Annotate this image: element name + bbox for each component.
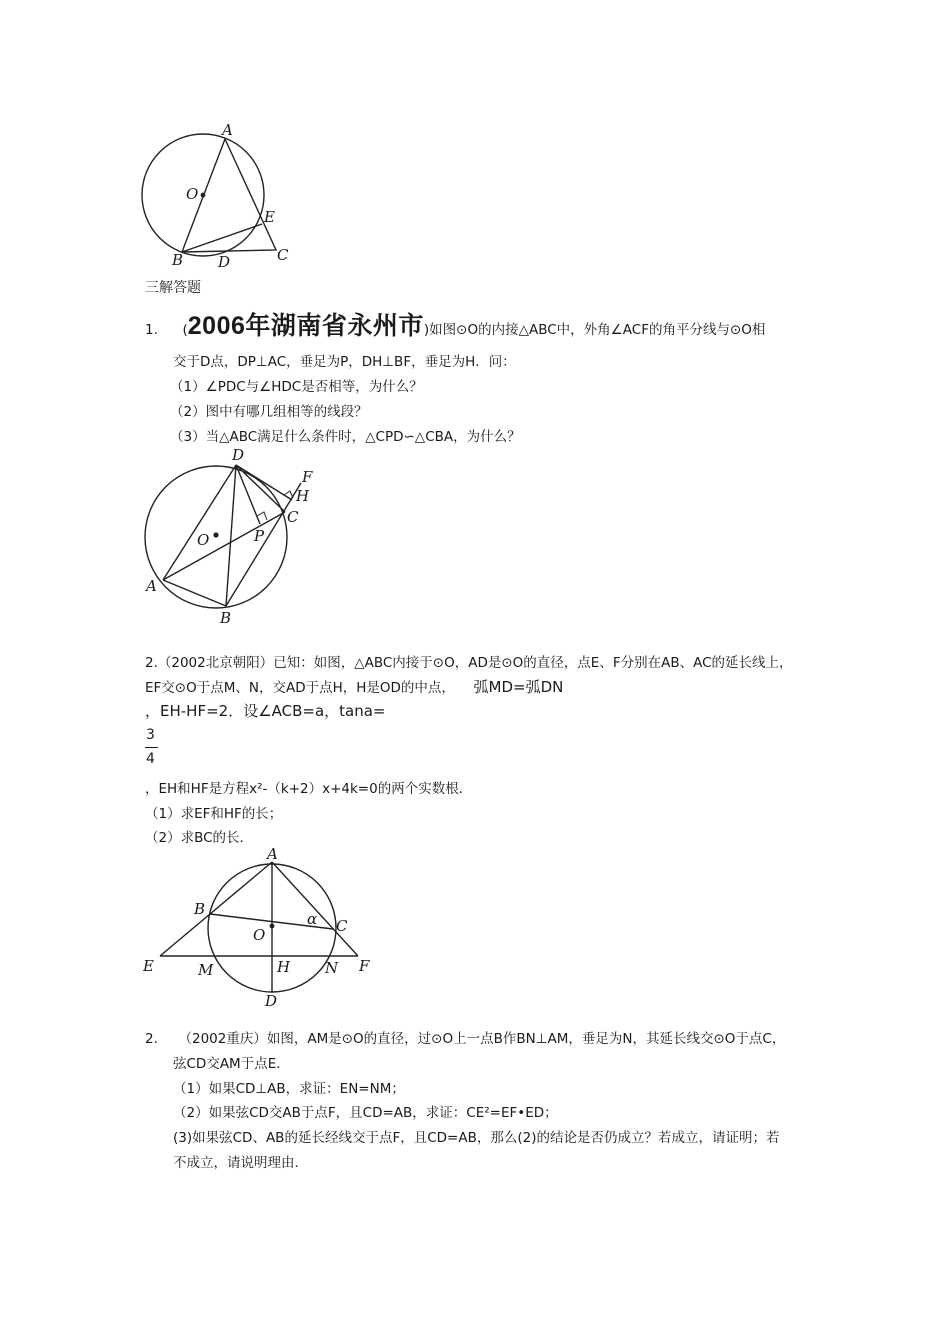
figure-q2-circle (140, 842, 380, 1012)
q2-frac-den: 4 (146, 751, 155, 767)
q2-part-2: （2）求BC的长． (145, 830, 254, 846)
segment-bd (226, 465, 236, 606)
figure-q1-circle (140, 442, 325, 632)
q1-part-3: （3）当△ABC满足什么条件时，△CPD∽△CBA，为什么？ (170, 429, 521, 445)
q2-part-1: （1）求EF和HF的长； (145, 806, 283, 822)
center-dot (270, 924, 275, 929)
q3-part-3-cont: 不成立，请说明理由． (173, 1155, 308, 1171)
label-a: A (267, 845, 278, 863)
label-a: A (222, 121, 233, 139)
label-d: D (265, 992, 278, 1010)
segment-ad (163, 465, 236, 580)
center-dot (213, 532, 218, 537)
label-h: H (277, 958, 291, 976)
q1-open-paren: ( (182, 322, 188, 338)
label-b: B (172, 251, 184, 269)
q1-number: 1. (145, 322, 158, 338)
q3-number: 2. (145, 1031, 158, 1047)
q1-stem-tail: )如图⊙O的内接△ABC中，外角∠ACF的角平分线与⊙O相 (423, 322, 766, 338)
q1-part-1: （1）∠PDC与∠HDC是否相等，为什么？ (170, 379, 423, 395)
q2-line1: 2.（2002北京朝阳）已知：如图，△ABC内接于⊙O，AD是⊙O的直径，点E、F分别在AB、AC的延长线上， (145, 655, 793, 671)
section-title: 三解答题 (145, 280, 201, 296)
segment-ac (163, 512, 285, 580)
q1-line1 (145, 311, 765, 341)
q2-frac-bar (145, 747, 158, 748)
label-c: C (277, 246, 289, 264)
label-h: H (296, 487, 310, 505)
segment-af (272, 862, 358, 956)
q3-line2: 弦CD交AM于点E． (173, 1056, 290, 1072)
label-d: D (218, 253, 231, 270)
label-p: P (254, 527, 265, 545)
label-a: A (146, 577, 157, 595)
label-b: B (220, 609, 232, 627)
q2-frac-num: 3 (146, 727, 155, 743)
q3-part-2: （2）如果弦CD交AB于点F，且CD=AB，求证：CE²=EF•ED； (173, 1105, 558, 1121)
label-e: E (264, 208, 275, 226)
q3-line1 (145, 1027, 785, 1047)
q2-line2a: EF交⊙O于点M、N，交AD于点H，H是OD的中点， (145, 680, 455, 696)
label-o: O (197, 531, 210, 549)
q2-line3: ，EH-HF=2．设∠ACB=a，tana= (145, 702, 386, 720)
label-o: O (253, 926, 266, 944)
label-c: C (336, 917, 348, 935)
segment-dc (236, 465, 285, 512)
label-b: B (194, 900, 206, 918)
label-c: C (287, 508, 299, 526)
q3-part-1: （1）如果CD⊥AB，求证：EN=NM； (173, 1081, 405, 1097)
q1-line2: 交于D点，DP⊥AC，垂足为P，DH⊥BF，垂足为H．问： (173, 354, 516, 370)
label-f: F (359, 957, 370, 975)
label-m: M (198, 961, 214, 979)
segment-be (182, 224, 262, 252)
label-f: F (302, 468, 313, 486)
q1-part-2: （2）图中有哪几组相等的线段？ (170, 404, 368, 420)
label-d: D (232, 446, 245, 464)
segment-dh (236, 465, 292, 500)
q2-arc-equal: 弧MD=弧DN (473, 678, 564, 696)
q2-line4: ，EH和HF是方程x²-（k+2）x+4k=0的两个实数根． (145, 781, 473, 797)
label-e: E (143, 957, 154, 975)
q1-source: 2006年湖南省永州市 (187, 312, 424, 340)
label-alpha: α (307, 910, 318, 928)
right-angle-h (284, 491, 293, 498)
label-o: O (186, 185, 199, 203)
figure-triangle-circle-1 (130, 118, 300, 270)
q3-part-3: (3)如果弦CD、AB的延长经线交于点F，且CD=AB，那么(2)的结论是否仍成立？若成立，请证明；若 (173, 1130, 780, 1146)
label-n: N (325, 959, 339, 977)
q2-line2 (145, 676, 563, 697)
q3-stem: （2002重庆）如图，AM是⊙O的直径，过⊙O上一点B作BN⊥AM，垂足为N，其延长线交⊙O于点C， (178, 1031, 786, 1047)
center-dot (201, 193, 206, 198)
